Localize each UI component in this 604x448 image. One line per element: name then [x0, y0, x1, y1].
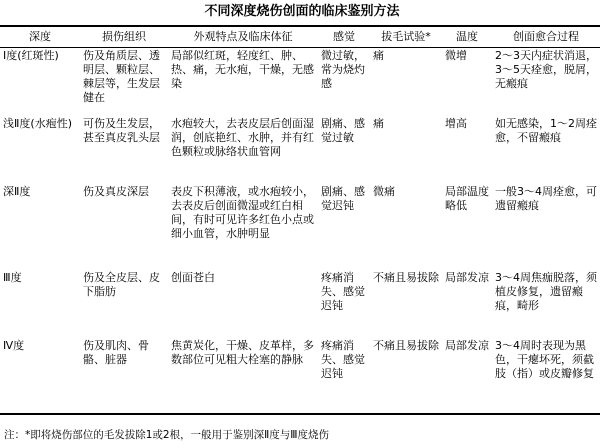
cell-hair-pull-test: 不痛且易拔除 — [370, 338, 442, 414]
cell-sensation: 剧痛、感觉过敏 — [321, 117, 365, 144]
header-healing: 创面愈合过程 — [492, 26, 600, 48]
cell-hair-pull-test: 不痛且易拔除 — [373, 271, 439, 284]
cell-depth: 深Ⅱ度 — [3, 185, 31, 198]
cell-appearance: 创面苍白 — [171, 271, 215, 284]
cell-temperature: 局部发凉 — [445, 271, 489, 284]
header-sensation: 感觉 — [318, 26, 370, 48]
cell-tissue: 伤及肌肉、骨骼、脏器 — [80, 338, 168, 414]
cell-temperature: 局部发凉 — [442, 338, 492, 414]
cell-appearance: 焦黄炭化，干燥、皮革样，多数部位可见粗大栓塞的静脉 — [168, 338, 318, 414]
cell-healing: 3～4周焦痂脱落，须植皮修复，遗留瘢痕，畸形 — [495, 271, 597, 312]
cell-sensation: 微过敏，常为烧灼感 — [321, 49, 365, 90]
cell-depth: Ⅳ度 — [0, 338, 80, 414]
header-hair-pull-test: 拔毛试验* — [370, 26, 442, 48]
burn-depth-table — [0, 25, 600, 415]
cell-appearance: 表皮下积薄液，或水疱较小，去表皮后创面微湿或红白相间，有时可见许多红色小点或细小血管，水肿明显 — [171, 185, 314, 240]
cell-tissue: 可伤及生发层，甚至真皮乳头层 — [83, 117, 160, 144]
cell-tissue: 伤及真皮深层 — [83, 185, 149, 198]
table-row — [0, 184, 600, 270]
table-row — [0, 338, 600, 414]
cell-hair-pull-test: 痛 — [373, 49, 384, 62]
table-row — [0, 270, 600, 338]
header-appearance: 外观特点及临床体征 — [168, 26, 318, 48]
cell-sensation: 疼痛消失、感觉迟钝 — [318, 338, 370, 414]
table-row — [0, 48, 600, 117]
table-row — [0, 116, 600, 184]
cell-appearance: 局部似红斑，轻度红、肿、热、痛，无水疱，干燥，无感染 — [171, 49, 314, 90]
cell-healing: 2～3天内症状消退，3～5天痊愈，脱屑，无瘢痕 — [495, 49, 597, 90]
header-tissue: 损伤组织 — [80, 26, 168, 48]
cell-healing: 一般3～4周痊愈，可遗留瘢痕 — [495, 185, 597, 212]
cell-depth: Ⅰ度(红斑性) — [3, 49, 59, 62]
footnote: 注：*即将烧伤部位的毛发拔除1或2根，一般用于鉴别深Ⅱ度与Ⅲ度烧伤 — [4, 429, 330, 441]
header-depth: 深度 — [0, 26, 80, 48]
cell-healing: 3～4周时表现为黑色，干瘪坏死，须截肢（指）或皮瓣修复 — [492, 338, 600, 414]
cell-healing: 如无感染，1～2周痊愈，不留瘢痕 — [495, 117, 597, 144]
cell-sensation: 剧痛、感觉迟钝 — [321, 185, 365, 212]
cell-depth: Ⅲ度 — [3, 271, 22, 284]
cell-tissue: 伤及全皮层、皮下脂肪 — [83, 271, 160, 298]
cell-appearance: 水疱较大，去表皮层后创面湿润，创底艳红、水肿，并有红色颗粒或脉络状血管网 — [171, 117, 314, 158]
cell-hair-pull-test: 微痛 — [373, 185, 395, 198]
table-title: 不同深度烧伤创面的临床鉴别方法 — [204, 4, 400, 19]
cell-hair-pull-test: 痛 — [373, 117, 384, 130]
header-temperature: 温度 — [442, 26, 492, 48]
cell-temperature: 微增 — [445, 49, 467, 62]
cell-temperature: 局部温度略低 — [445, 185, 489, 212]
cell-sensation: 疼痛消失、感觉迟钝 — [321, 271, 365, 312]
cell-tissue: 伤及角质层、透明层、颗粒层、棘层等，生发层健在 — [83, 49, 160, 104]
header-row — [0, 26, 600, 48]
cell-depth: 浅Ⅱ度(水疱性) — [3, 117, 72, 130]
cell-temperature: 增高 — [445, 117, 467, 130]
